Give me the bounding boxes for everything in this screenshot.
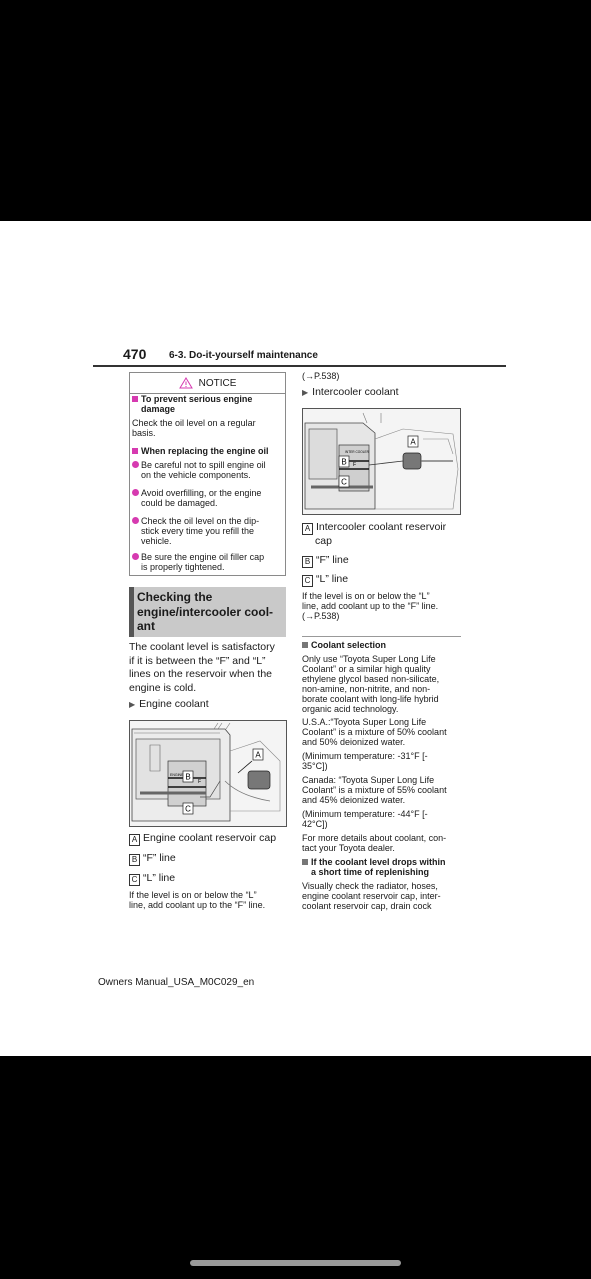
label-b-engine: B “F” line <box>129 852 176 866</box>
figure-label-b: B <box>185 772 191 782</box>
bullet-dot-icon <box>132 461 139 468</box>
home-indicator[interactable] <box>190 1260 401 1266</box>
intro-text: The coolant level is satisfactory if it is between the “F” and “L” lines on the reservoir when the engine is cold. <box>129 641 275 694</box>
notice-bullet-1b: on the vehicle components. <box>141 470 251 480</box>
section-header: 6-3. Do-it-yourself maintenance <box>169 350 318 361</box>
notice-bullet-4a: Be sure the engine oil filler cap <box>141 552 265 562</box>
coolant-selection-text: Only use “Toyota Super Long Life Coolant” or a similar high quality ethylene glycol based non-silicate, non-amine, non-nitrite, and non- borate coolant with long-life hybrid organic acid technology. <box>302 654 440 714</box>
notice-header <box>130 373 285 394</box>
notice-title: NOTICE <box>198 377 237 389</box>
figure-inter-text: INTER COOLER <box>345 450 369 454</box>
notice-bullet-4b: is properly tightened. <box>141 562 225 572</box>
bullet-square-icon <box>302 859 308 865</box>
warning-triangle-icon <box>179 377 193 389</box>
figure-engine-text: ENGINE <box>170 773 184 777</box>
section-title-bar <box>129 587 134 637</box>
page-number: 470 <box>123 346 147 362</box>
triangle-bullet-icon: ▶ <box>129 700 136 709</box>
notice-bullet-3c: vehicle. <box>141 536 172 546</box>
notice-heading-1: To prevent serious engine <box>132 394 252 404</box>
header-rule <box>93 365 506 367</box>
section-title: Checking the engine/intercooler cool- ant <box>137 590 274 633</box>
engine-coolant-figure <box>129 720 287 827</box>
figure-label-a: A <box>410 437 416 447</box>
bullet-dot-icon <box>132 553 139 560</box>
notice-heading-1b: damage <box>141 404 176 414</box>
label-b-intercooler: B “F” line <box>302 554 349 568</box>
notice-text-1a: Check the oil level on a regular <box>132 418 256 428</box>
visual-check-text: Visually check the radiator, hoses, engine coolant reservoir cap, inter- coolant reservoir cap, drain cock <box>302 881 441 911</box>
triangle-bullet-icon: ▶ <box>302 388 309 397</box>
bullet-dot-icon <box>132 489 139 496</box>
notice-bullet-2a: Avoid overfilling, or the engine <box>141 488 262 498</box>
notice-bullet-3b: stick every time you refill the <box>141 526 255 536</box>
canada-min-temp: (Minimum temperature: -44°F [- 42°C]) <box>302 809 428 829</box>
intercooler-bay-illustration <box>303 409 460 514</box>
canada-coolant-text: Canada: “Toyota Super Long Life Coolant” is a mixture of 55% coolant and 45% deionized water. <box>302 775 447 805</box>
notice-text-1b: basis. <box>132 428 156 438</box>
bullet-square-icon <box>302 642 308 648</box>
label-a-intercooler: A Intercooler coolant reservoir <box>302 521 446 535</box>
label-c-engine: C “L” line <box>129 872 175 886</box>
subheading-engine-coolant: ▶ Engine coolant <box>129 698 209 710</box>
notice-bullet-3a: Check the oil level on the dip- <box>141 516 260 526</box>
figure-label-a: A <box>255 750 261 760</box>
subheading-intercooler-coolant: ▶ Intercooler coolant <box>302 386 399 398</box>
figure-f-text: F <box>198 779 202 785</box>
divider <box>302 636 461 637</box>
heading-coolant-drops: If the coolant level drops within a short time of replenishing <box>302 857 446 877</box>
figure-label-b: B <box>341 457 347 467</box>
page-footer: Owners Manual_USA_M0C029_en <box>98 977 255 988</box>
bullet-square-icon <box>132 396 138 402</box>
bullet-dot-icon <box>132 517 139 524</box>
label-a-intercooler-2: cap <box>315 535 332 547</box>
usa-coolant-text: U.S.A.:“Toyota Super Long Life Coolant” is a mixture of 50% coolant and 50% deionized water. <box>302 717 447 747</box>
heading-coolant-selection: Coolant selection <box>302 640 386 650</box>
figure-label-c: C <box>341 477 347 487</box>
usa-min-temp: (Minimum temperature: -31°F [- 35°C]) <box>302 751 428 771</box>
figure-f-text: F <box>353 462 357 468</box>
intercooler-coolant-figure <box>302 408 461 515</box>
intercooler-refill-text: If the level is on or below the “L” line, add coolant up to the “F” line. (→P.538) <box>302 591 439 621</box>
ref-p538-top: (→P.538) <box>302 371 340 381</box>
notice-bullet-1a: Be careful not to spill engine oil <box>141 460 266 470</box>
section-title-box <box>129 587 286 637</box>
dealer-text: For more details about coolant, con- tact your Toyota dealer. <box>302 833 447 853</box>
notice-bullet-2b: could be damaged. <box>141 498 218 508</box>
label-c-intercooler: C “L” line <box>302 573 348 587</box>
bullet-square-icon <box>132 448 138 454</box>
manual-page <box>0 221 591 1056</box>
figure-label-c: C <box>185 804 191 814</box>
label-a-engine: A Engine coolant reservoir cap <box>129 832 276 846</box>
engine-refill-text: If the level is on or below the “L” line, add coolant up to the “F” line. <box>129 890 266 910</box>
notice-heading-2: When replacing the engine oil <box>132 446 269 456</box>
engine-bay-illustration <box>130 721 286 826</box>
